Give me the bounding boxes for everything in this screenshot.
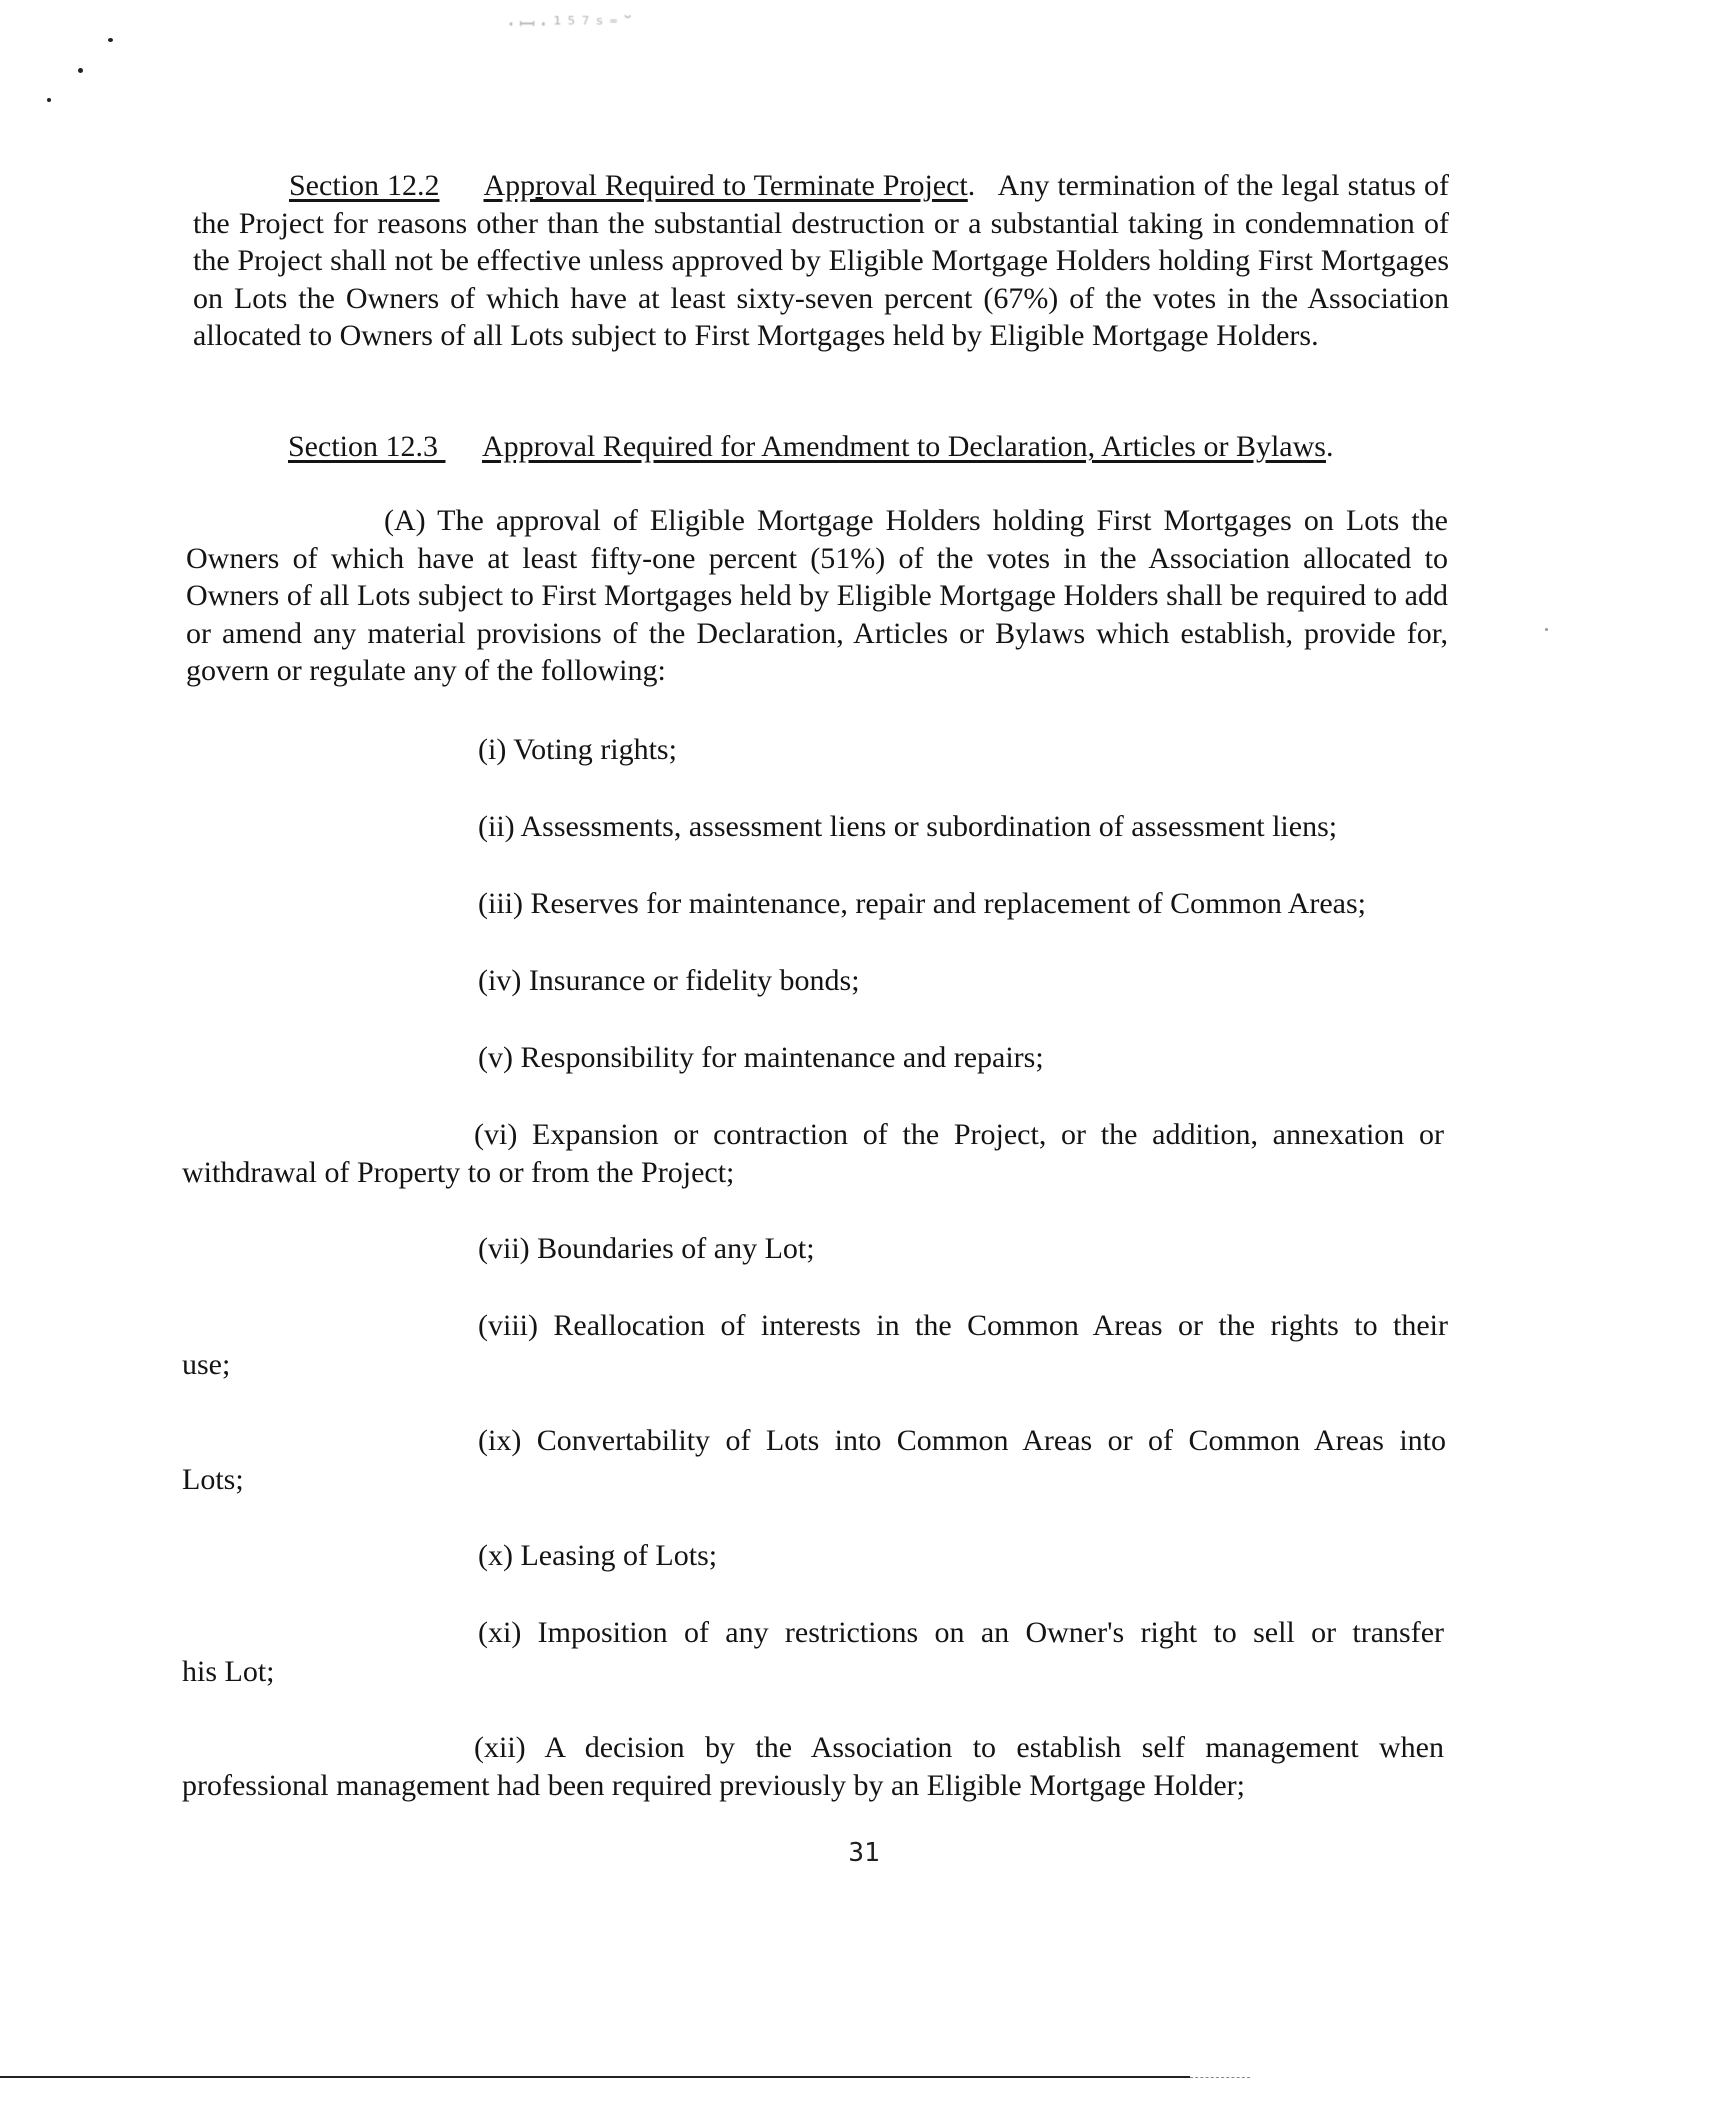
section-12-2-body: Any termination of the legal status of the Project for reasons other than the substantial destruction or a substantial taking in condemnation of the Project shall not be effective unless approved by Eligible Mortgage Holders holding First Mortgages on Lots the Owners of which have at least sixty-seven percent (67%) of the votes in the Association allocated to Owners of all Lots subject to First Mortgages held by Eligible Mortgage Holders. bbox=[193, 169, 1449, 352]
section-12-2-title-end: . bbox=[967, 169, 976, 202]
section-12-2-paragraph bbox=[193, 167, 1449, 355]
section-12-2-number: Section 12.2 bbox=[289, 169, 440, 202]
list-item-vi bbox=[182, 1116, 1444, 1191]
list-item-ix: (ix) Convertability of Lots into Common Areas or of Common Areas into bbox=[478, 1424, 1446, 1457]
section-12-3-title-end: . bbox=[1325, 430, 1334, 463]
page-number: 31 bbox=[848, 1838, 880, 1868]
footer-rule-fade bbox=[1190, 2077, 1250, 2078]
paragraph-a bbox=[186, 502, 1448, 690]
heading-gap bbox=[440, 167, 484, 205]
scan-speck bbox=[47, 98, 51, 102]
heading-gap bbox=[438, 428, 482, 466]
section-12-2-title: Approval Required to Terminate Project bbox=[483, 169, 968, 202]
list-item-v: (v) Responsibility for maintenance and repairs; bbox=[478, 1041, 1044, 1074]
scan-speck bbox=[1545, 628, 1548, 631]
section-12-3-heading bbox=[288, 428, 1333, 466]
list-item-xi: (xi) Imposition of any restrictions on an Owner's right to sell or transfer bbox=[478, 1616, 1444, 1649]
list-item-i: (i) Voting rights; bbox=[478, 733, 677, 766]
list-item-xii bbox=[182, 1729, 1444, 1804]
list-item-vii: (vii) Boundaries of any Lot; bbox=[478, 1232, 815, 1265]
footer-rule bbox=[0, 2076, 1190, 2078]
list-item-x: (x) Leasing of Lots; bbox=[478, 1539, 718, 1572]
scan-speck bbox=[78, 68, 83, 73]
list-item-ii: (ii) Assessments, assessment liens or subordination of assessment liens; bbox=[478, 810, 1338, 843]
header-stamp: ·ꟷ·¹⁵⁷ˢ⁼˘ bbox=[505, 12, 636, 36]
list-item-iii: (iii) Reserves for maintenance, repair and replacement of Common Areas; bbox=[478, 887, 1366, 920]
list-item-xi-continuation: his Lot; bbox=[182, 1655, 275, 1688]
list-item-viii: (viii) Reallocation of interests in the Common Areas or the rights to their bbox=[478, 1309, 1448, 1342]
list-item-iv: (iv) Insurance or fidelity bonds; bbox=[478, 964, 860, 997]
list-item-xii-text: (xii) A decision by the Association to establish self management when professional management had been required previously by an Eligible Mortgage Holder; bbox=[182, 1731, 1444, 1802]
scan-speck bbox=[108, 38, 113, 42]
section-12-3-number: Section 12.3 bbox=[288, 430, 438, 463]
paragraph-a-text: (A) The approval of Eligible Mortgage Holders holding First Mortgages on Lots the Owners of which have at least fifty-one percent (51%) of the votes in the Association allocated to Owners of all Lots subject to First Mortgages held by Eligible Mortgage Holders shall be required to add or amend any material provisions of the Declaration, Articles or Bylaws which establish, provide for, govern or regulate any of the following: bbox=[186, 504, 1448, 687]
list-item-vi-text: (vi) Expansion or contraction of the Project, or the addition, annexation or withdrawal of Property to or from the Project; bbox=[182, 1118, 1444, 1189]
list-item-ix-continuation: Lots; bbox=[182, 1463, 244, 1496]
section-12-3-title: Approval Required for Amendment to Declaration, Articles or Bylaws bbox=[482, 430, 1326, 463]
list-item-viii-continuation: use; bbox=[182, 1348, 231, 1381]
